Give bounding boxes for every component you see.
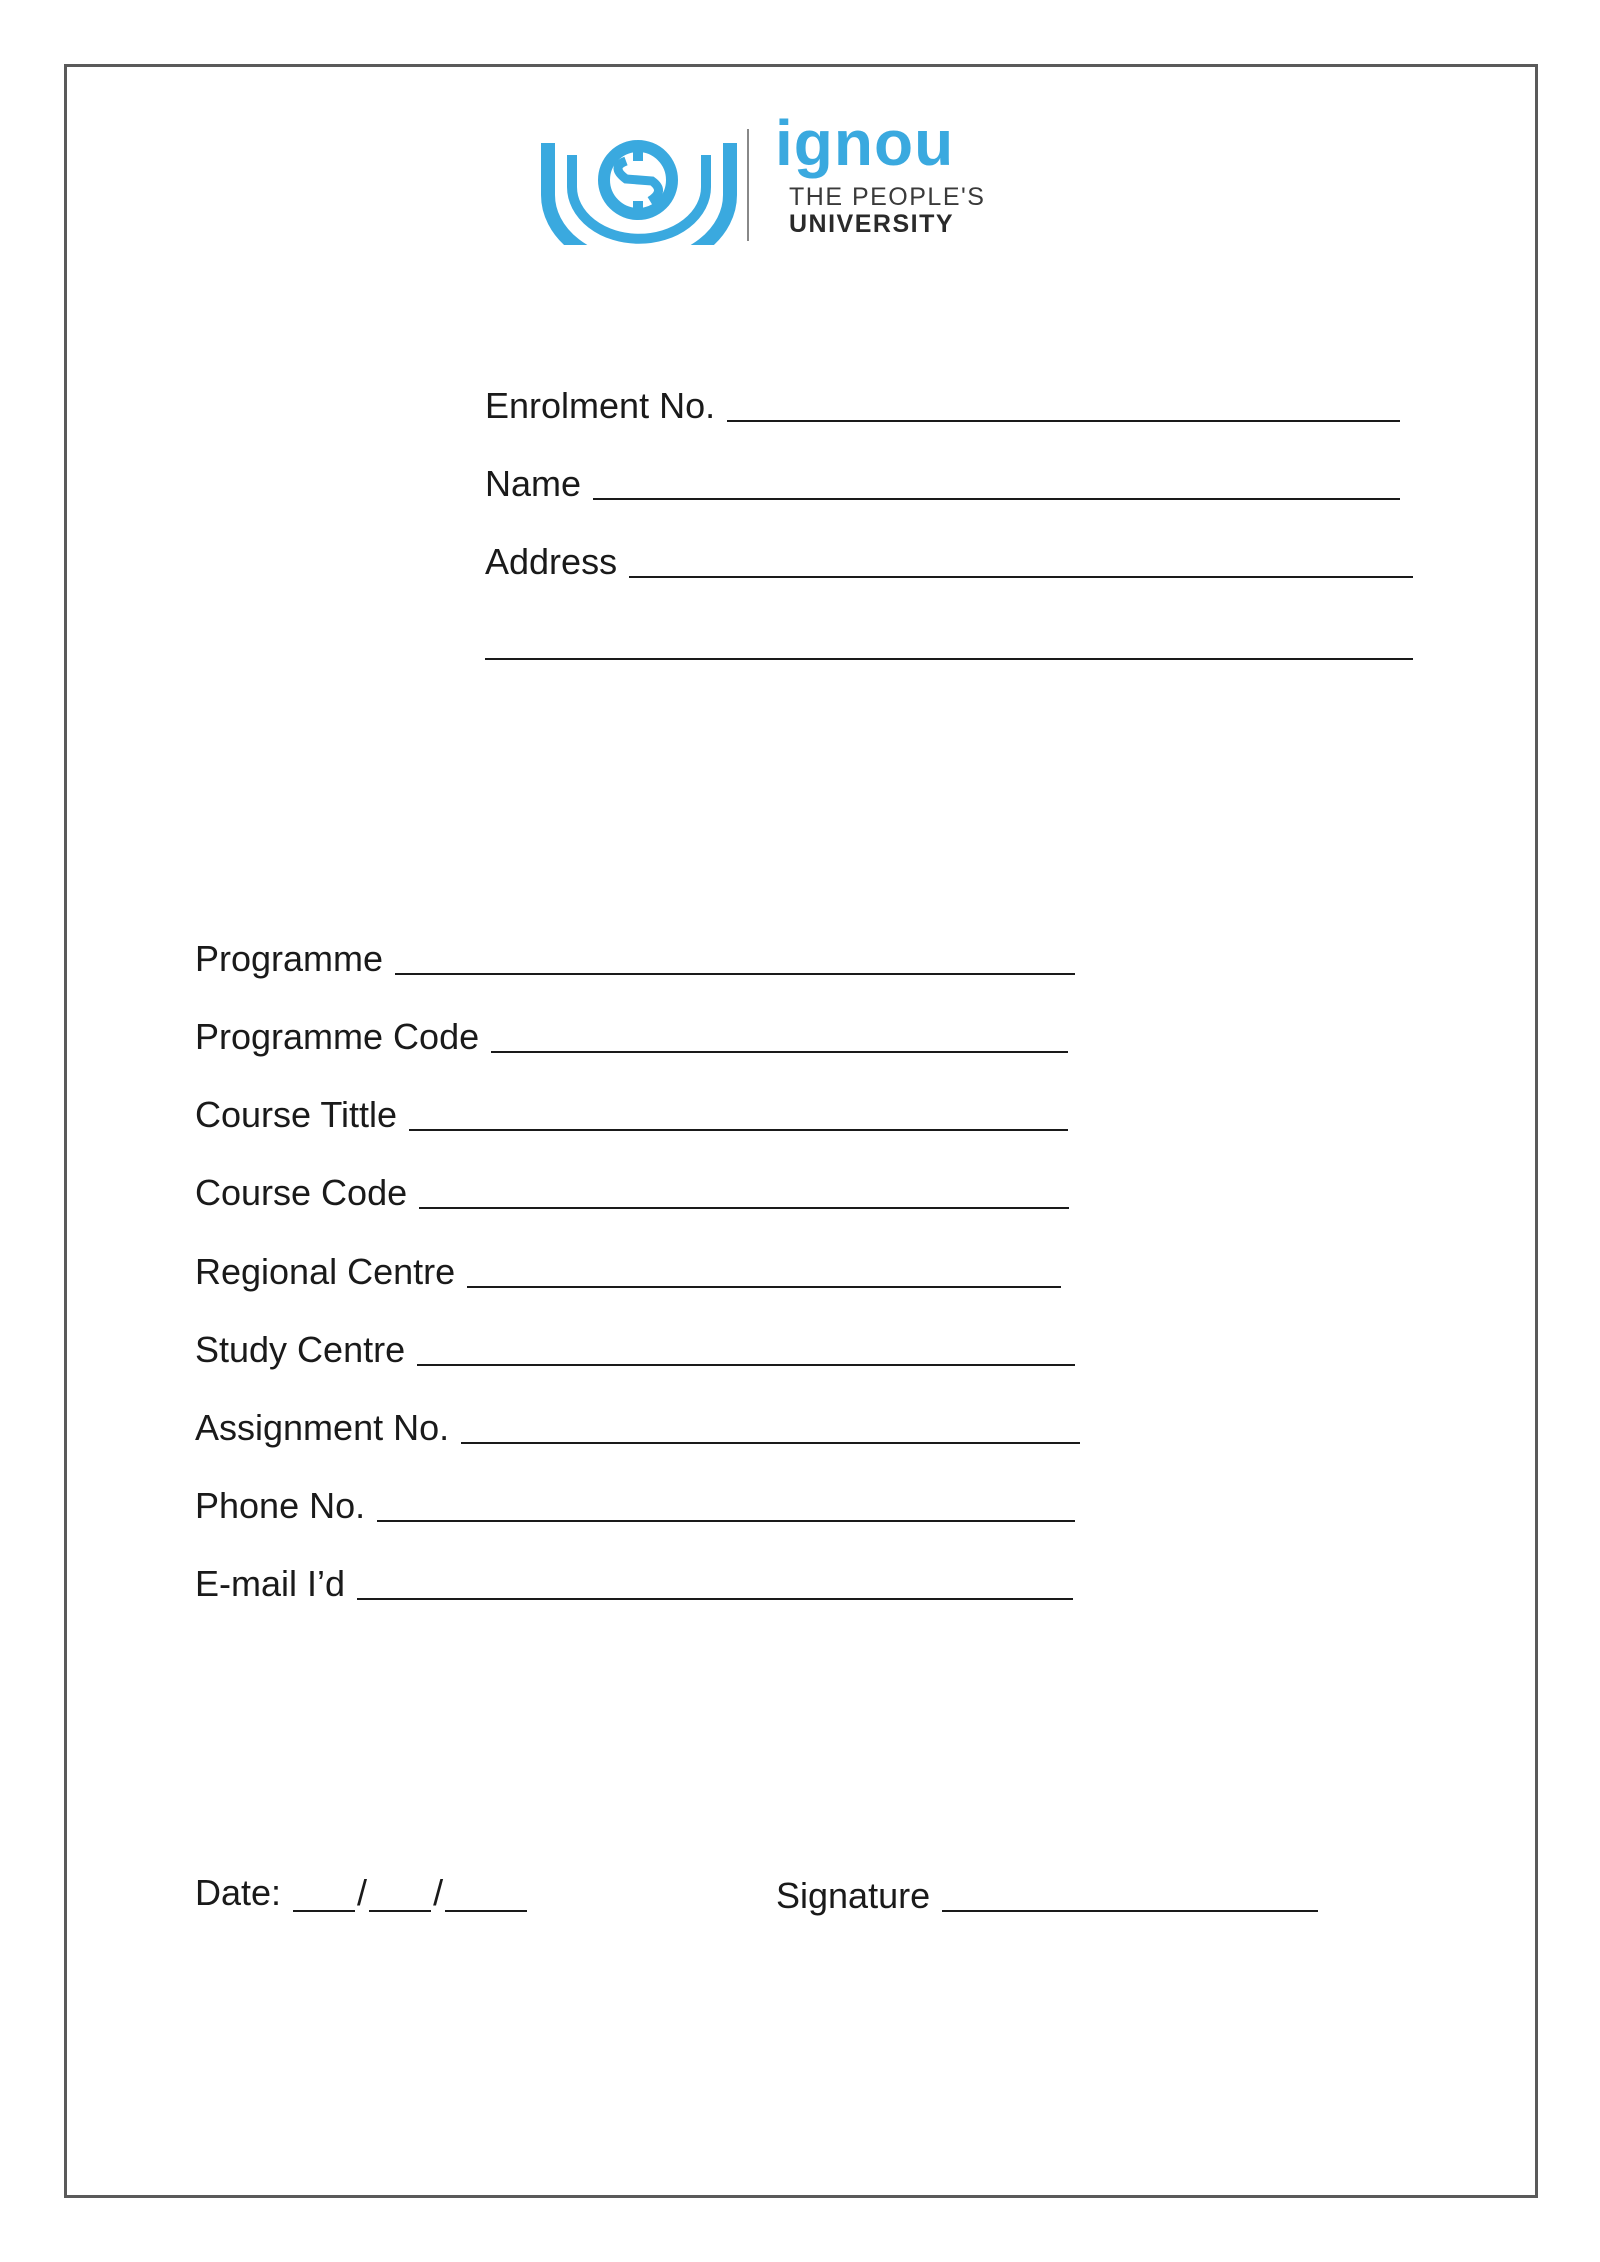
- course-code-row: [195, 1169, 1069, 1213]
- logo-wordmark: ignou: [775, 107, 955, 179]
- date-label: Date:: [195, 1872, 282, 1913]
- name-row: [485, 460, 1400, 504]
- signature-label: Signature: [776, 1875, 931, 1916]
- date-row: [195, 1872, 527, 1916]
- address-field-line2[interactable]: [485, 657, 1413, 660]
- phone-no-row: [195, 1482, 1075, 1526]
- regional-centre-label: Regional Centre: [195, 1251, 456, 1292]
- email-field[interactable]: [357, 1597, 1073, 1600]
- date-day-field[interactable]: [293, 1909, 355, 1912]
- programme-code-label: Programme Code: [195, 1016, 480, 1057]
- address-row: [485, 538, 1413, 582]
- regional-centre-row: [195, 1248, 1061, 1292]
- course-title-field[interactable]: [409, 1128, 1068, 1131]
- address-row-2: [485, 620, 1413, 664]
- course-code-label: Course Code: [195, 1172, 408, 1213]
- ignou-logo: [530, 107, 1030, 245]
- programme-code-field[interactable]: [491, 1050, 1068, 1053]
- study-centre-field[interactable]: [417, 1363, 1075, 1366]
- enrolment-label: Enrolment No.: [485, 385, 716, 426]
- study-centre-label: Study Centre: [195, 1329, 406, 1370]
- logo-tagline-line2: UNIVERSITY: [789, 210, 955, 238]
- date-month-field[interactable]: [369, 1909, 431, 1912]
- signature-field[interactable]: [942, 1909, 1318, 1912]
- address-label: Address: [485, 541, 618, 582]
- regional-centre-field[interactable]: [467, 1285, 1061, 1288]
- date-separator-1: /: [357, 1872, 368, 1913]
- address-field[interactable]: [629, 575, 1413, 578]
- programme-field[interactable]: [395, 972, 1075, 975]
- programme-label: Programme: [195, 938, 384, 979]
- phone-no-label: Phone No.: [195, 1485, 366, 1526]
- email-row: [195, 1560, 1073, 1604]
- name-field[interactable]: [593, 497, 1400, 500]
- assignment-no-field[interactable]: [461, 1441, 1080, 1444]
- programme-row: [195, 935, 1075, 979]
- assignment-no-row: [195, 1404, 1080, 1448]
- assignment-no-label: Assignment No.: [195, 1407, 450, 1448]
- course-code-field[interactable]: [419, 1206, 1069, 1209]
- date-year-field[interactable]: [445, 1909, 527, 1912]
- enrolment-row: [485, 382, 1400, 426]
- course-title-label: Course Tittle: [195, 1094, 398, 1135]
- programme-code-row: [195, 1013, 1068, 1057]
- date-separator-2: /: [433, 1872, 444, 1913]
- ignou-emblem-icon: [530, 125, 760, 245]
- phone-no-field[interactable]: [377, 1519, 1075, 1522]
- enrolment-field[interactable]: [727, 419, 1400, 422]
- logo-tagline-line1: THE PEOPLE'S: [789, 183, 986, 211]
- signature-row: [776, 1872, 1318, 1916]
- email-label: E-mail I’d: [195, 1563, 346, 1604]
- name-label: Name: [485, 463, 582, 504]
- course-title-row: [195, 1091, 1068, 1135]
- study-centre-row: [195, 1326, 1075, 1370]
